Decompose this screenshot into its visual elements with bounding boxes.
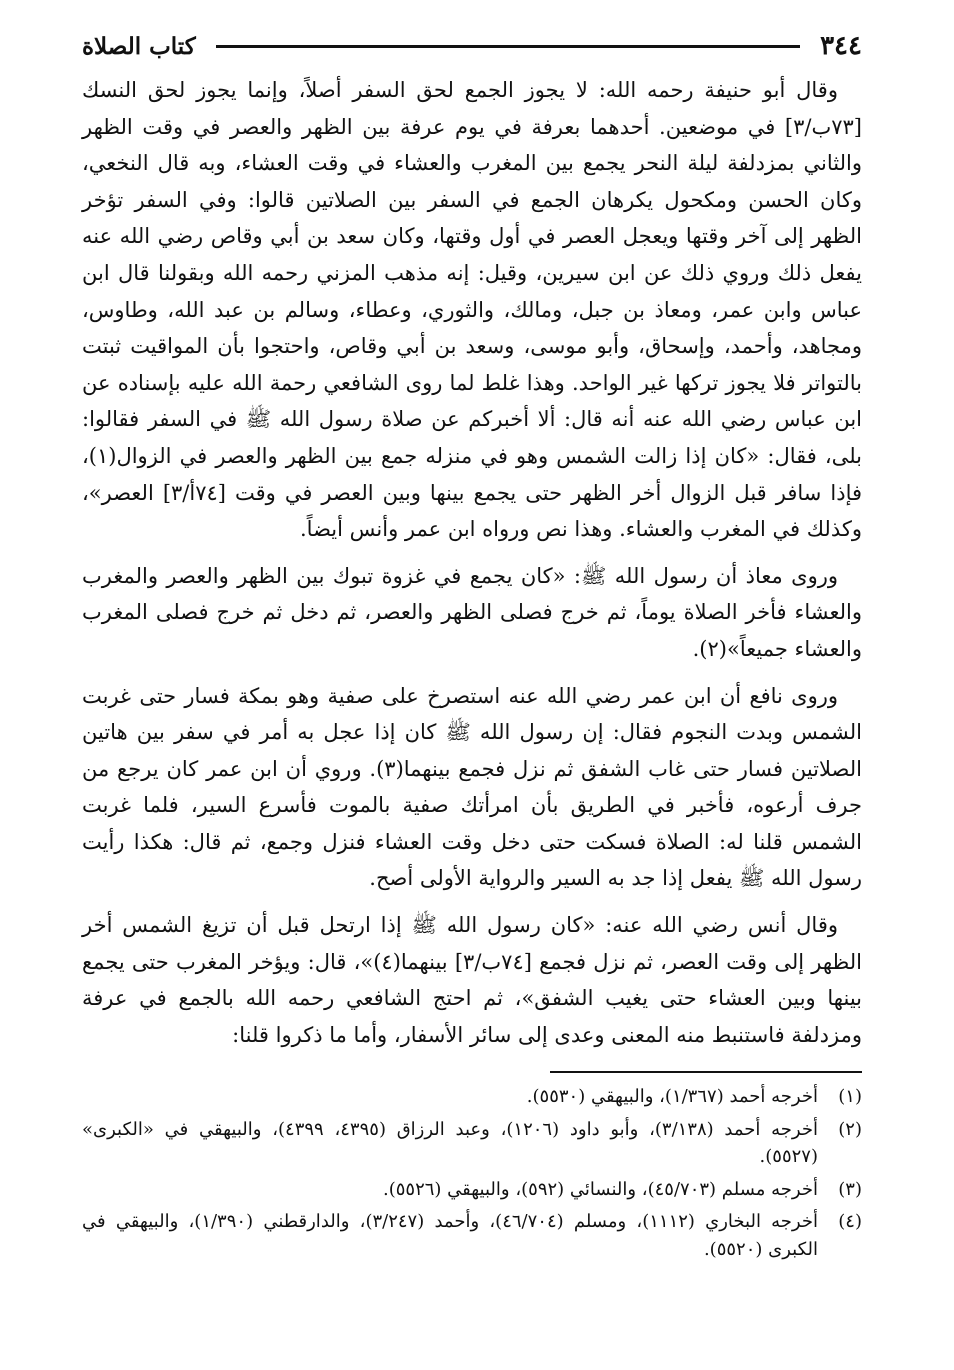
- footnote: [82, 1083, 862, 1111]
- paragraph: وقال أبو حنيفة رحمه الله: لا يجوز الجمع لحق السفر أصلاً، وإنما يجوز لحق النسك [٧٣ب/٣] في موضعين. أحدهما بعرفة في يوم عرفة بين الظهر والعصر في وقت الظهر والثاني بمزدلفة ليلة النحر يجمع بين المغرب والعشاء في وقت العشاء، وبه قال النخعي، وكان الحسن ومكحول يكرهان الجمع في السفر بين الصلاتين قالوا: وفي السفر تؤخر الظهر إلى آخر وقتها ويعجل العصر في أول وقتها، وكان سعد بن أبي وقاص رضي الله عنه يفعل ذلك وروي ذلك عن ابن سيرين، وقيل: إنه مذهب المزني رحمه الله وبقولنا قال ابن عباس وابن عمر، ومعاذ بن جبل، ومالك، والثوري، وعطاء، وسالم بن عبد الله، وطاوس، ومجاهد، وأحمد، وإسحاق، وأبو موسى، وسعد بن أبي وقاص، واحتجوا بأن المواقيت ثبتت بالتواتر فلا يجوز تركها غير الواحد. وهذا غلط لما روى الشافعي رحمة الله عليه بإسناده عن ابن عباس رضي الله عنه أنه قال: ألا أخبركم عن صلاة رسول الله ﷺ في السفر فقالوا: بلى، فقال: «كان إذا زالت الشمس وهو في منزله جمع بين الظهر والعصر في الزوال(١)، فإذا سافر قبل الزوال أخر الظهر حتى يجمع بينها وبين العصر في وقت [٧٤أ/٣] العصر»، وكذلك في المغرب والعشاء. وهذا نص ورواه ابن عمر وأنس أيضاً.: [82, 78, 863, 542]
- paragraph: وروى نافع أن ابن عمر رضي الله عنه استصرخ على صفية وهو بمكة فسار حتى غربت الشمس وبدت النجوم فقال: إن رسول الله ﷺ كان إذا عجل به أمر في سفر بين هاتين الصلاتين فسار حتى غاب الشفق ثم نزل فجمع بينهما(٣). وروي أن ابن عمر كان يرجع من جرف أرعوه، فأخبر في الطريق بأن امرأتك صفية بالموت فأسرع السير، فلما غربت الشمس قلنا له: الصلاة فسكت حتى دخل وقت العشاء فنزل وجمع، ثم قال: هكذا رأيت رسول الله ﷺ يفعل إذا جد به السير والرواية الأولى أصح.: [82, 683, 862, 891]
- footnote-text: أخرجه مسلم (٤٥/٧٠٣)، والنسائي (٥٩٢)، والبيهقي (٥٥٢٦).: [382, 1178, 818, 1200]
- footnote-number: (٤): [838, 1211, 862, 1233]
- header-rule: [216, 45, 800, 48]
- footnote: [82, 1176, 862, 1204]
- running-title: كتاب الصلاة: [82, 32, 196, 60]
- paragraph: وقال أنس رضي الله عنه: «كان رسول الله ﷺ إذا ارتحل قبل أن تزيغ الشمس أخر الظهر إلى وقت العصر، ثم نزل فجمع [٧٤ب/٣] بينهما(٤)»، قال: ويؤخر المغرب حتى يجمع بينها وبين العشاء حتى يغيب الشفق»، ثم احتج الشافعي رحمه الله بالجمع في عرفة ومزدلفة فاستنبط منه المعنى وعدى إلى سائر الأسفار، وأما ما ذكروا قلنا:: [82, 913, 862, 1047]
- main-text: [82, 72, 862, 1053]
- paragraph: وروى معاذ أن رسول الله ﷺ: «كان يجمع في غزوة تبوك بين الظهر والعصر والمغرب والعشاء فأخر الصلاة يوماً، ثم خرج فصلى الظهر والعصر، ثم دخل ثم خرج فصلى المغرب والعشاء جميعاً»(٢).: [82, 563, 862, 661]
- footnote-number: (٢): [838, 1118, 862, 1140]
- footnotes: [82, 1083, 862, 1263]
- footnote: [82, 1208, 862, 1263]
- footnote-text: أخرجه أحمد (١/٣٦٧)، والبيهقي (٥٥٣٠).: [526, 1086, 818, 1108]
- page-header: [82, 28, 862, 64]
- footnote-text: أخرجه البخاري (١١١٢)، ومسلم (٤٦/٧٠٤)، وأحمد (٣/٢٤٧)، والدارقطني (١/٣٩٠)، والبيهقي في الكبرى (٥٥٢٠).: [82, 1211, 818, 1260]
- footnote-number: (١): [838, 1086, 862, 1108]
- footnote-text: أخرجه أحمد (٣/١٣٨)، وأبو داود (١٢٠٦)، وعبد الرزاق (٤٣٩٥، ٤٣٩٩)، والبيهقي في «الكبرى» (٥٥٢٧).: [82, 1118, 818, 1168]
- page-number: ٣٤٤: [820, 31, 862, 61]
- footnote-separator: [550, 1071, 862, 1073]
- footnote: [82, 1116, 862, 1171]
- footnote-number: (٣): [838, 1178, 862, 1200]
